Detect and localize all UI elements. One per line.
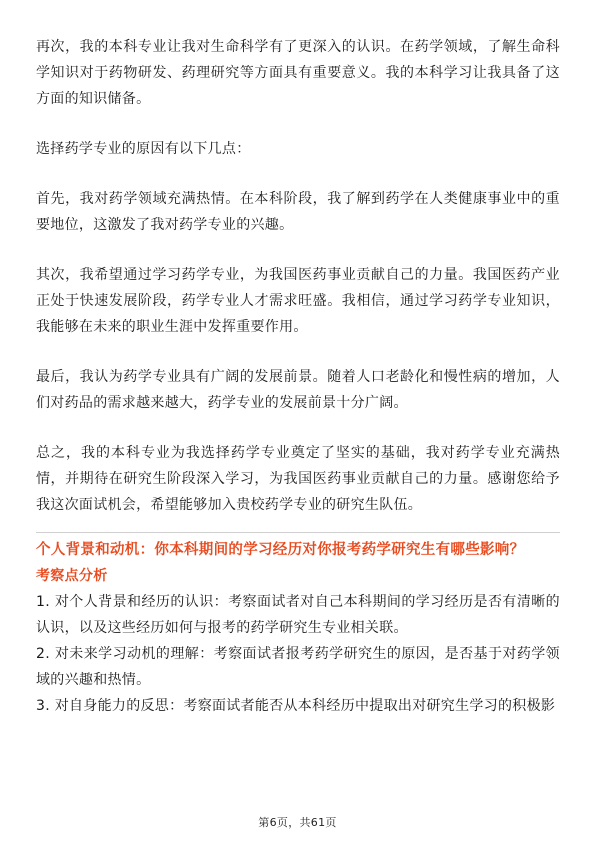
paragraph-first: 首先，我对药学领域充满热情。在本科阶段，我了解到药学在人类健康事业中的重要地位，这激发了我对药学专业的兴趣。 bbox=[36, 191, 560, 233]
paragraph-again: 再次，我的本科专业让我对生命科学有了更深入的认识。在药学领域，了解生命科学知识对于药物研发、药理研究等方面具有重要意义。我的本科学习让我具备了这方面的知识储备。 bbox=[36, 39, 560, 107]
question-title: 个人背景和动机：你本科期间的学习经历对你报考药学研究生有哪些影响？ bbox=[36, 542, 525, 558]
paragraph-reasons-intro: 选择药学专业的原因有以下几点： bbox=[36, 141, 251, 157]
analysis-item: 1. 对个人背景和经历的认识：考察面试者对自己本科期间的学习经历是否有清晰的认识，以及这些经历如何与报考的药学研究生专业相关联。 bbox=[36, 594, 560, 636]
section-divider bbox=[36, 532, 560, 533]
page-content bbox=[36, 34, 560, 719]
page-number-footer: 第6页，共61页 bbox=[258, 816, 337, 829]
paragraph-summary: 总之，我的本科专业为我选择药学专业奠定了坚实的基础，我对药学专业充满热情，并期待在研究生阶段深入学习，为我国医药事业贡献自己的力量。感谢您给予我这次面试机会，希望能够加入贵校药学专业的研究生队伍。 bbox=[36, 445, 560, 513]
paragraph-second: 其次，我希望通过学习药学专业，为我国医药事业贡献自己的力量。我国医药产业正处于快速发展阶段，药学专业人才需求旺盛。我相信，通过学习药学专业知识，我能够在未来的职业生涯中发挥重要作用。 bbox=[36, 267, 560, 335]
analysis-item: 3. 对自身能力的反思：考察面试者能否从本科经历中提取出对研究生学习的积极影 bbox=[36, 698, 556, 714]
analysis-item: 2. 对未来学习动机的理解：考察面试者报考药学研究生的原因，是否基于对药学领域的兴趣和热情。 bbox=[36, 646, 560, 688]
paragraph-finally: 最后，我认为药学专业具有广阔的发展前景。随着人口老龄化和慢性病的增加，人们对药品的需求越来越大，药学专业的发展前景十分广阔。 bbox=[36, 369, 560, 411]
analysis-heading: 考察点分析 bbox=[36, 568, 108, 584]
